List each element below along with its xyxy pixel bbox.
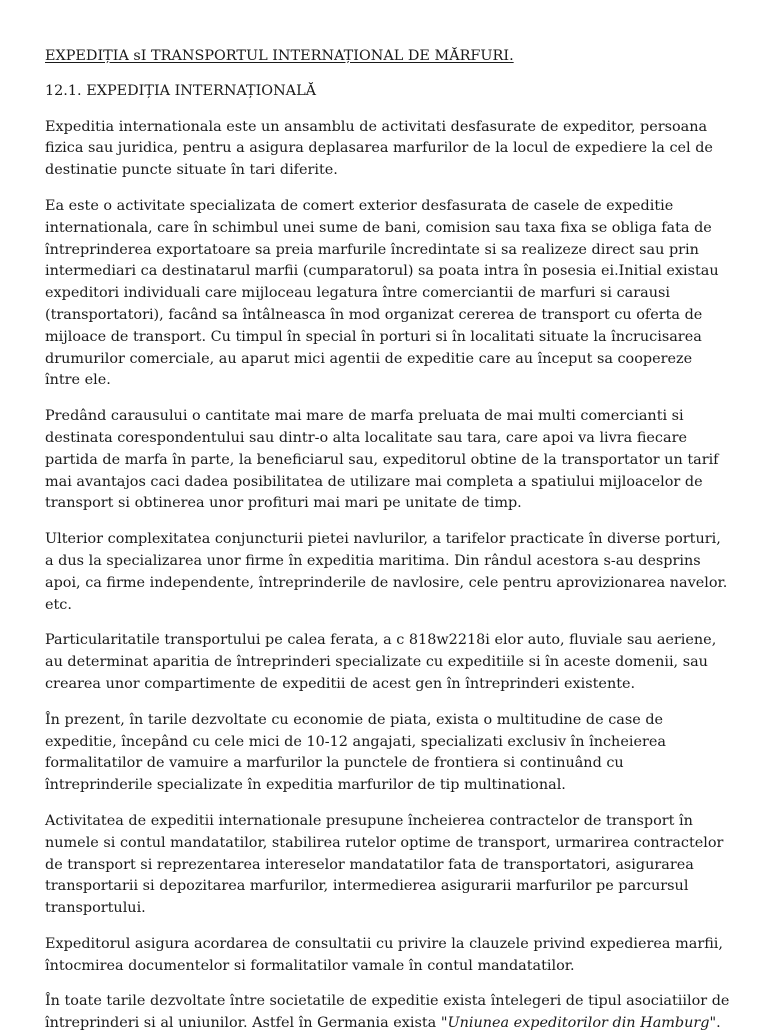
paragraph-9-text: În toate tarile dezvoltate între societatile de expeditie exista întelegeri de tipul asociatiilor de întreprinderi si al uniunilor. Astfel în Germania exista ": [45, 993, 730, 1032]
document-title: EXPEDIȚIA sI TRANSPORTUL INTERNAȚIONAL DE MĂRFURI.: [45, 48, 514, 64]
paragraph-9-italic: Uniunea expeditorilor din Hamburg: [447, 1015, 710, 1032]
paragraph-8: Expeditorul asigura acordarea de consultatii cu privire la clauzele privind expedierea marfii, întocmirea documentelor si formalitatilor vamale în contul mandatatilor.: [45, 935, 723, 974]
paragraph-9: [45, 991, 730, 1035]
paragraph-4: Ulterior complexitatea conjuncturii pietei navlurilor, a tarifelor practicate în diverse porturi, a dus la specializarea unor firme în expeditia maritima. Din rândul acestora s-au desprins apoi, ca firme independente, întreprinderile de navlosire, cele pentru aprovizionarea navelor. etc.: [45, 531, 728, 613]
paragraph-7: Activitatea de expeditii internationale presupune încheierea contractelor de transport în numele si contul mandatatilor, stabilirea rutelor optime de transport, urmarirea contractelor de transport si reprezentarea intereselor mandatatilor fata de transportatori, asigurarea transportarii si depozitarea marfurilor, intermedierea asigurarii marfurilor pe parcursul transportului.: [45, 812, 724, 917]
paragraph-9-end: ".: [709, 1015, 721, 1032]
paragraph-1: Expeditia internationala este un ansamblu de activitati desfasurate de expeditor, persoana fizica sau juridica, pentru a asigura deplasarea marfurilor de la locul de expediere la cel de destinatie puncte situate în tari diferite.: [45, 118, 713, 179]
paragraph-5: Particularitatile transportului pe calea ferata, a c 818w2218i elor auto, fluviale sau aeriene, au determinat aparitia de întreprinderi specializate cu expeditiile si în aceste domenii, sau crearea unor compartimente de expeditii de acest gen în întreprinderi existente.: [45, 632, 717, 692]
paragraph-6: În prezent, în tarile dezvoltate cu economie de piata, exista o multitudine de case de expeditie, începând cu cele mici de 10-12 angajati, specializati exclusiv în încheierea formalitatilor de vamuire a marfurilor la punctele de frontiera si continuând cu întreprinderile specializate în expeditia marfurilor de tip multinational.: [45, 711, 666, 794]
paragraph-2: Ea este o activitate specializata de comert exterior desfasurata de casele de expeditie internationala, care în schimbul unei sume de bani, comision sau taxa fixa se obliga fata de întreprinderea exportatoare sa preia marfurile încredintate si sa realizeze direct sau prin intermediari ca destinatarul marfii (cumparatorul) sa poata intra în posesia ei.Initial existau expeditori individuali care mijloceau legatura între comerciantii de marfuri si carausi (transportatori), facând sa întâlneasca în mod organizat cererea de transport cu oferta de mijloace de transport. Cu timpul în special în porturi si în localitati situate la încrucisarea drumurilor comerciale, au aparut mici agentii de expeditie care au început sa coopereze între ele.: [45, 197, 719, 389]
section-heading: 12.1. EXPEDIȚIA INTERNAȚIONALĂ: [45, 82, 317, 99]
paragraph-3: Predând carausului o cantitate mai mare de marfa preluata de mai multi comercianti si destinata corespondentului sau dintr-o alta localitate sau tara, care apoi va livra fiecare partida de marfa în parte, la beneficiarul sau, expeditorul obtine de la transportator un tarif mai avantajos caci dadea posibilitatea de utilizare mai completa a spatiului mijloacelor de transport si obtinerea unor profituri mai mari pe unitate de timp.: [45, 408, 719, 512]
